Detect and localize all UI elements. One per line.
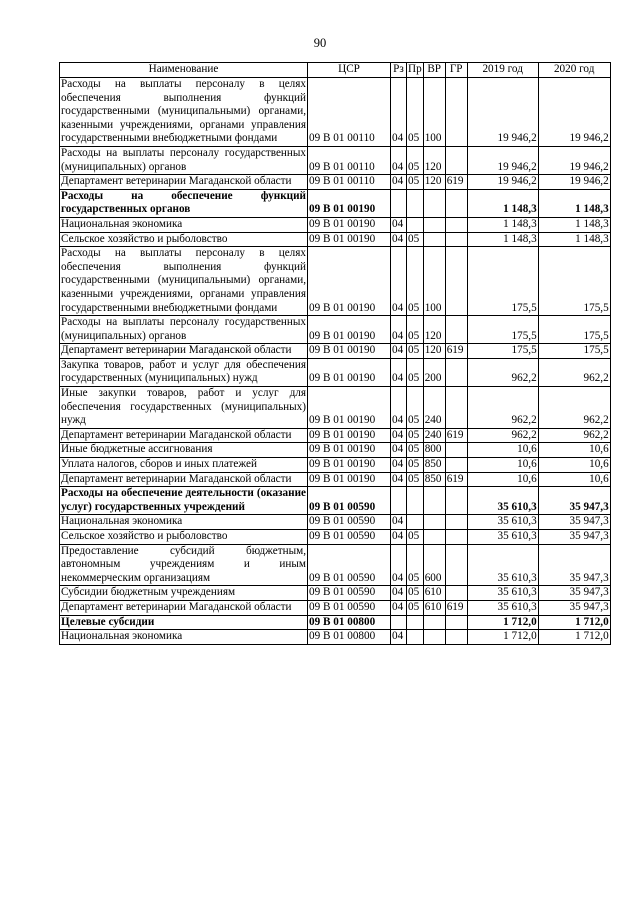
cell-pr (407, 189, 424, 217)
cell-gr (445, 544, 467, 586)
cell-gr: 619 (445, 175, 467, 190)
cell-2020: 35 947,3 (538, 586, 610, 601)
cell-rz: 04 (391, 146, 407, 174)
cell-csr: 09 В 01 00190 (308, 443, 391, 458)
cell-2020: 19 946,2 (538, 175, 610, 190)
cell-gr (445, 78, 467, 147)
table-row (60, 458, 611, 473)
cell-gr: 619 (445, 600, 467, 615)
cell-gr (445, 358, 467, 386)
cell-rz: 04 (391, 358, 407, 386)
cell-pr: 05 (407, 586, 424, 601)
cell-vr (423, 630, 445, 645)
cell-2020: 1 148,3 (538, 217, 610, 232)
cell-rz: 04 (391, 428, 407, 443)
table-row (60, 615, 611, 630)
cell-name: Сельское хозяйство и рыболовство (60, 530, 308, 545)
cell-name: Расходы на выплаты персоналу государственных (муниципальных) органов (60, 146, 308, 174)
cell-2020: 35 947,3 (538, 600, 610, 615)
cell-pr: 05 (407, 530, 424, 545)
cell-csr: 09 В 01 00190 (308, 458, 391, 473)
cell-vr: 850 (423, 472, 445, 487)
cell-csr: 09 В 01 00190 (308, 232, 391, 247)
cell-vr: 610 (423, 586, 445, 601)
cell-2020: 962,2 (538, 358, 610, 386)
cell-vr (423, 487, 445, 515)
table-row (60, 630, 611, 645)
cell-vr (423, 189, 445, 217)
cell-vr (423, 515, 445, 530)
cell-2019: 35 610,3 (467, 487, 538, 515)
cell-gr (445, 387, 467, 429)
cell-pr: 05 (407, 600, 424, 615)
table-row (60, 443, 611, 458)
table-row (60, 428, 611, 443)
cell-gr (445, 316, 467, 344)
cell-2020: 19 946,2 (538, 78, 610, 147)
cell-gr: 619 (445, 428, 467, 443)
cell-name: Национальная экономика (60, 630, 308, 645)
cell-pr: 05 (407, 146, 424, 174)
cell-vr (423, 615, 445, 630)
cell-csr: 09 В 01 00190 (308, 358, 391, 386)
cell-name: Департамент ветеринарии Магаданской области (60, 428, 308, 443)
cell-pr (407, 615, 424, 630)
cell-2020: 1 712,0 (538, 630, 610, 645)
cell-name: Департамент ветеринарии Магаданской области (60, 344, 308, 359)
cell-gr (445, 189, 467, 217)
cell-name: Субсидии бюджетным учреждениям (60, 586, 308, 601)
table-row (60, 146, 611, 174)
cell-rz: 04 (391, 472, 407, 487)
table-row (60, 316, 611, 344)
cell-vr: 120 (423, 175, 445, 190)
cell-2019: 19 946,2 (467, 146, 538, 174)
cell-name: Департамент ветеринарии Магаданской области (60, 175, 308, 190)
cell-2020: 1 712,0 (538, 615, 610, 630)
cell-name: Департамент ветеринарии Магаданской области (60, 600, 308, 615)
col-header-csr: ЦСР (308, 63, 391, 78)
cell-csr: 09 В 01 00190 (308, 387, 391, 429)
cell-name: Предоставление субсидий бюджетным, автономным учреждениям и иным некоммерческим организациям (60, 544, 308, 586)
cell-2019: 1 712,0 (467, 630, 538, 645)
cell-rz: 04 (391, 630, 407, 645)
cell-name: Иные закупки товаров, работ и услуг для обеспечения государственных (муниципальных) нужд (60, 387, 308, 429)
cell-vr: 120 (423, 316, 445, 344)
table-row (60, 544, 611, 586)
cell-rz: 04 (391, 316, 407, 344)
cell-gr (445, 515, 467, 530)
cell-vr: 240 (423, 428, 445, 443)
cell-pr: 05 (407, 175, 424, 190)
cell-csr: 09 В 01 00590 (308, 544, 391, 586)
cell-2020: 10,6 (538, 458, 610, 473)
cell-2020: 35 947,3 (538, 544, 610, 586)
cell-2019: 10,6 (467, 472, 538, 487)
cell-2019: 35 610,3 (467, 600, 538, 615)
cell-gr (445, 146, 467, 174)
cell-vr (423, 217, 445, 232)
cell-name: Уплата налогов, сборов и иных платежей (60, 458, 308, 473)
cell-2019: 962,2 (467, 387, 538, 429)
cell-csr: 09 В 01 00110 (308, 146, 391, 174)
cell-2019: 175,5 (467, 247, 538, 316)
cell-vr: 600 (423, 544, 445, 586)
cell-2020: 1 148,3 (538, 189, 610, 217)
cell-gr: 619 (445, 344, 467, 359)
cell-2020: 35 947,3 (538, 530, 610, 545)
cell-rz: 04 (391, 217, 407, 232)
cell-vr: 100 (423, 78, 445, 147)
cell-pr: 05 (407, 472, 424, 487)
table-row (60, 78, 611, 147)
col-header-vr: ВР (423, 63, 445, 78)
col-header-gr: ГР (445, 63, 467, 78)
cell-rz: 04 (391, 600, 407, 615)
cell-name: Расходы на обеспечение деятельности (оказание услуг) государственных учреждений (60, 487, 308, 515)
cell-2020: 175,5 (538, 344, 610, 359)
cell-2020: 35 947,3 (538, 515, 610, 530)
cell-2019: 35 610,3 (467, 530, 538, 545)
table-row (60, 217, 611, 232)
cell-name: Национальная экономика (60, 515, 308, 530)
cell-rz: 04 (391, 530, 407, 545)
table-row (60, 175, 611, 190)
cell-name: Расходы на обеспечение функций государственных органов (60, 189, 308, 217)
cell-rz: 04 (391, 515, 407, 530)
cell-2019: 1 712,0 (467, 615, 538, 630)
cell-pr: 05 (407, 232, 424, 247)
cell-name: Целевые субсидии (60, 615, 308, 630)
cell-name: Иные бюджетные ассигнования (60, 443, 308, 458)
cell-rz (391, 487, 407, 515)
cell-2020: 962,2 (538, 428, 610, 443)
cell-vr: 120 (423, 146, 445, 174)
cell-rz (391, 615, 407, 630)
cell-csr: 09 В 01 00590 (308, 515, 391, 530)
cell-csr: 09 В 01 00590 (308, 600, 391, 615)
cell-vr: 100 (423, 247, 445, 316)
cell-csr: 09 В 01 00590 (308, 487, 391, 515)
cell-2020: 10,6 (538, 472, 610, 487)
cell-pr: 05 (407, 247, 424, 316)
cell-csr: 09 В 01 00190 (308, 344, 391, 359)
cell-2019: 10,6 (467, 443, 538, 458)
cell-2020: 19 946,2 (538, 146, 610, 174)
cell-2019: 1 148,3 (467, 189, 538, 217)
cell-pr: 05 (407, 387, 424, 429)
cell-name: Сельское хозяйство и рыболовство (60, 232, 308, 247)
cell-rz: 04 (391, 544, 407, 586)
cell-rz: 04 (391, 344, 407, 359)
cell-gr (445, 443, 467, 458)
cell-2019: 19 946,2 (467, 78, 538, 147)
cell-rz: 04 (391, 175, 407, 190)
cell-vr (423, 232, 445, 247)
col-header-2019: 2019 год (467, 63, 538, 78)
cell-gr (445, 615, 467, 630)
cell-2019: 1 148,3 (467, 217, 538, 232)
cell-csr: 09 В 01 00190 (308, 247, 391, 316)
cell-name: Расходы на выплаты персоналу в целях обеспечения выполнения функций государственными (муниципальными) органами, казенными учреждениями, органами управления государственными внебюджетными фондами (60, 247, 308, 316)
cell-2019: 962,2 (467, 358, 538, 386)
cell-vr: 120 (423, 344, 445, 359)
cell-vr: 240 (423, 387, 445, 429)
cell-vr (423, 530, 445, 545)
cell-2019: 1 148,3 (467, 232, 538, 247)
table-row (60, 247, 611, 316)
cell-rz: 04 (391, 458, 407, 473)
cell-rz: 04 (391, 232, 407, 247)
cell-name: Расходы на выплаты персоналу государственных (муниципальных) органов (60, 316, 308, 344)
cell-csr: 09 В 01 00190 (308, 217, 391, 232)
cell-rz: 04 (391, 387, 407, 429)
cell-csr: 09 В 01 00110 (308, 175, 391, 190)
cell-2019: 35 610,3 (467, 544, 538, 586)
cell-pr: 05 (407, 428, 424, 443)
cell-gr (445, 530, 467, 545)
cell-2020: 1 148,3 (538, 232, 610, 247)
col-header-rz: Рз (391, 63, 407, 78)
cell-2019: 35 610,3 (467, 586, 538, 601)
cell-gr (445, 487, 467, 515)
cell-pr (407, 515, 424, 530)
cell-pr: 05 (407, 316, 424, 344)
table-row (60, 487, 611, 515)
cell-rz: 04 (391, 586, 407, 601)
page-number: 90 (313, 36, 327, 50)
cell-gr (445, 458, 467, 473)
cell-vr: 850 (423, 458, 445, 473)
cell-csr: 09 В 01 00110 (308, 78, 391, 147)
col-header-name: Наименование (60, 63, 308, 78)
cell-2020: 10,6 (538, 443, 610, 458)
cell-pr (407, 487, 424, 515)
col-header-pr: Пр (407, 63, 424, 78)
cell-pr (407, 630, 424, 645)
cell-gr (445, 586, 467, 601)
cell-rz (391, 189, 407, 217)
cell-gr: 619 (445, 472, 467, 487)
cell-rz: 04 (391, 443, 407, 458)
cell-2019: 175,5 (467, 344, 538, 359)
cell-pr: 05 (407, 443, 424, 458)
cell-csr: 09 В 01 00190 (308, 316, 391, 344)
cell-rz: 04 (391, 78, 407, 147)
cell-2019: 19 946,2 (467, 175, 538, 190)
table-row (60, 189, 611, 217)
cell-csr: 09 В 01 00590 (308, 586, 391, 601)
cell-rz: 04 (391, 247, 407, 316)
cell-2019: 35 610,3 (467, 515, 538, 530)
cell-pr: 05 (407, 358, 424, 386)
cell-gr (445, 247, 467, 316)
cell-name: Расходы на выплаты персоналу в целях обеспечения выполнения функций государственными (муниципальными) органами, казенными учреждениями, органами управления государственными внебюджетными фондами (60, 78, 308, 147)
cell-gr (445, 232, 467, 247)
table-row (60, 600, 611, 615)
budget-table (59, 62, 611, 645)
cell-2020: 35 947,3 (538, 487, 610, 515)
table-row (60, 515, 611, 530)
cell-csr: 09 В 01 00190 (308, 189, 391, 217)
cell-pr: 05 (407, 78, 424, 147)
table-row (60, 358, 611, 386)
table-row (60, 387, 611, 429)
cell-vr: 200 (423, 358, 445, 386)
cell-name: Закупка товаров, работ и услуг для обеспечения государственных (муниципальных) нужд (60, 358, 308, 386)
col-header-2020: 2020 год (538, 63, 610, 78)
cell-csr: 09 В 01 00190 (308, 472, 391, 487)
cell-gr (445, 630, 467, 645)
table-row (60, 344, 611, 359)
table-header-row (60, 63, 611, 78)
cell-name: Национальная экономика (60, 217, 308, 232)
table-row (60, 530, 611, 545)
cell-pr (407, 217, 424, 232)
cell-csr: 09 В 01 00800 (308, 615, 391, 630)
cell-vr: 800 (423, 443, 445, 458)
cell-name: Департамент ветеринарии Магаданской области (60, 472, 308, 487)
cell-pr: 05 (407, 544, 424, 586)
cell-2020: 962,2 (538, 387, 610, 429)
cell-gr (445, 217, 467, 232)
cell-2020: 175,5 (538, 316, 610, 344)
cell-csr: 09 В 01 00590 (308, 530, 391, 545)
cell-2019: 962,2 (467, 428, 538, 443)
cell-2019: 175,5 (467, 316, 538, 344)
table-row (60, 232, 611, 247)
cell-pr: 05 (407, 458, 424, 473)
cell-vr: 610 (423, 600, 445, 615)
cell-2019: 10,6 (467, 458, 538, 473)
cell-csr: 09 В 01 00190 (308, 428, 391, 443)
cell-csr: 09 В 01 00800 (308, 630, 391, 645)
table-row (60, 586, 611, 601)
table-row (60, 472, 611, 487)
cell-pr: 05 (407, 344, 424, 359)
cell-2020: 175,5 (538, 247, 610, 316)
